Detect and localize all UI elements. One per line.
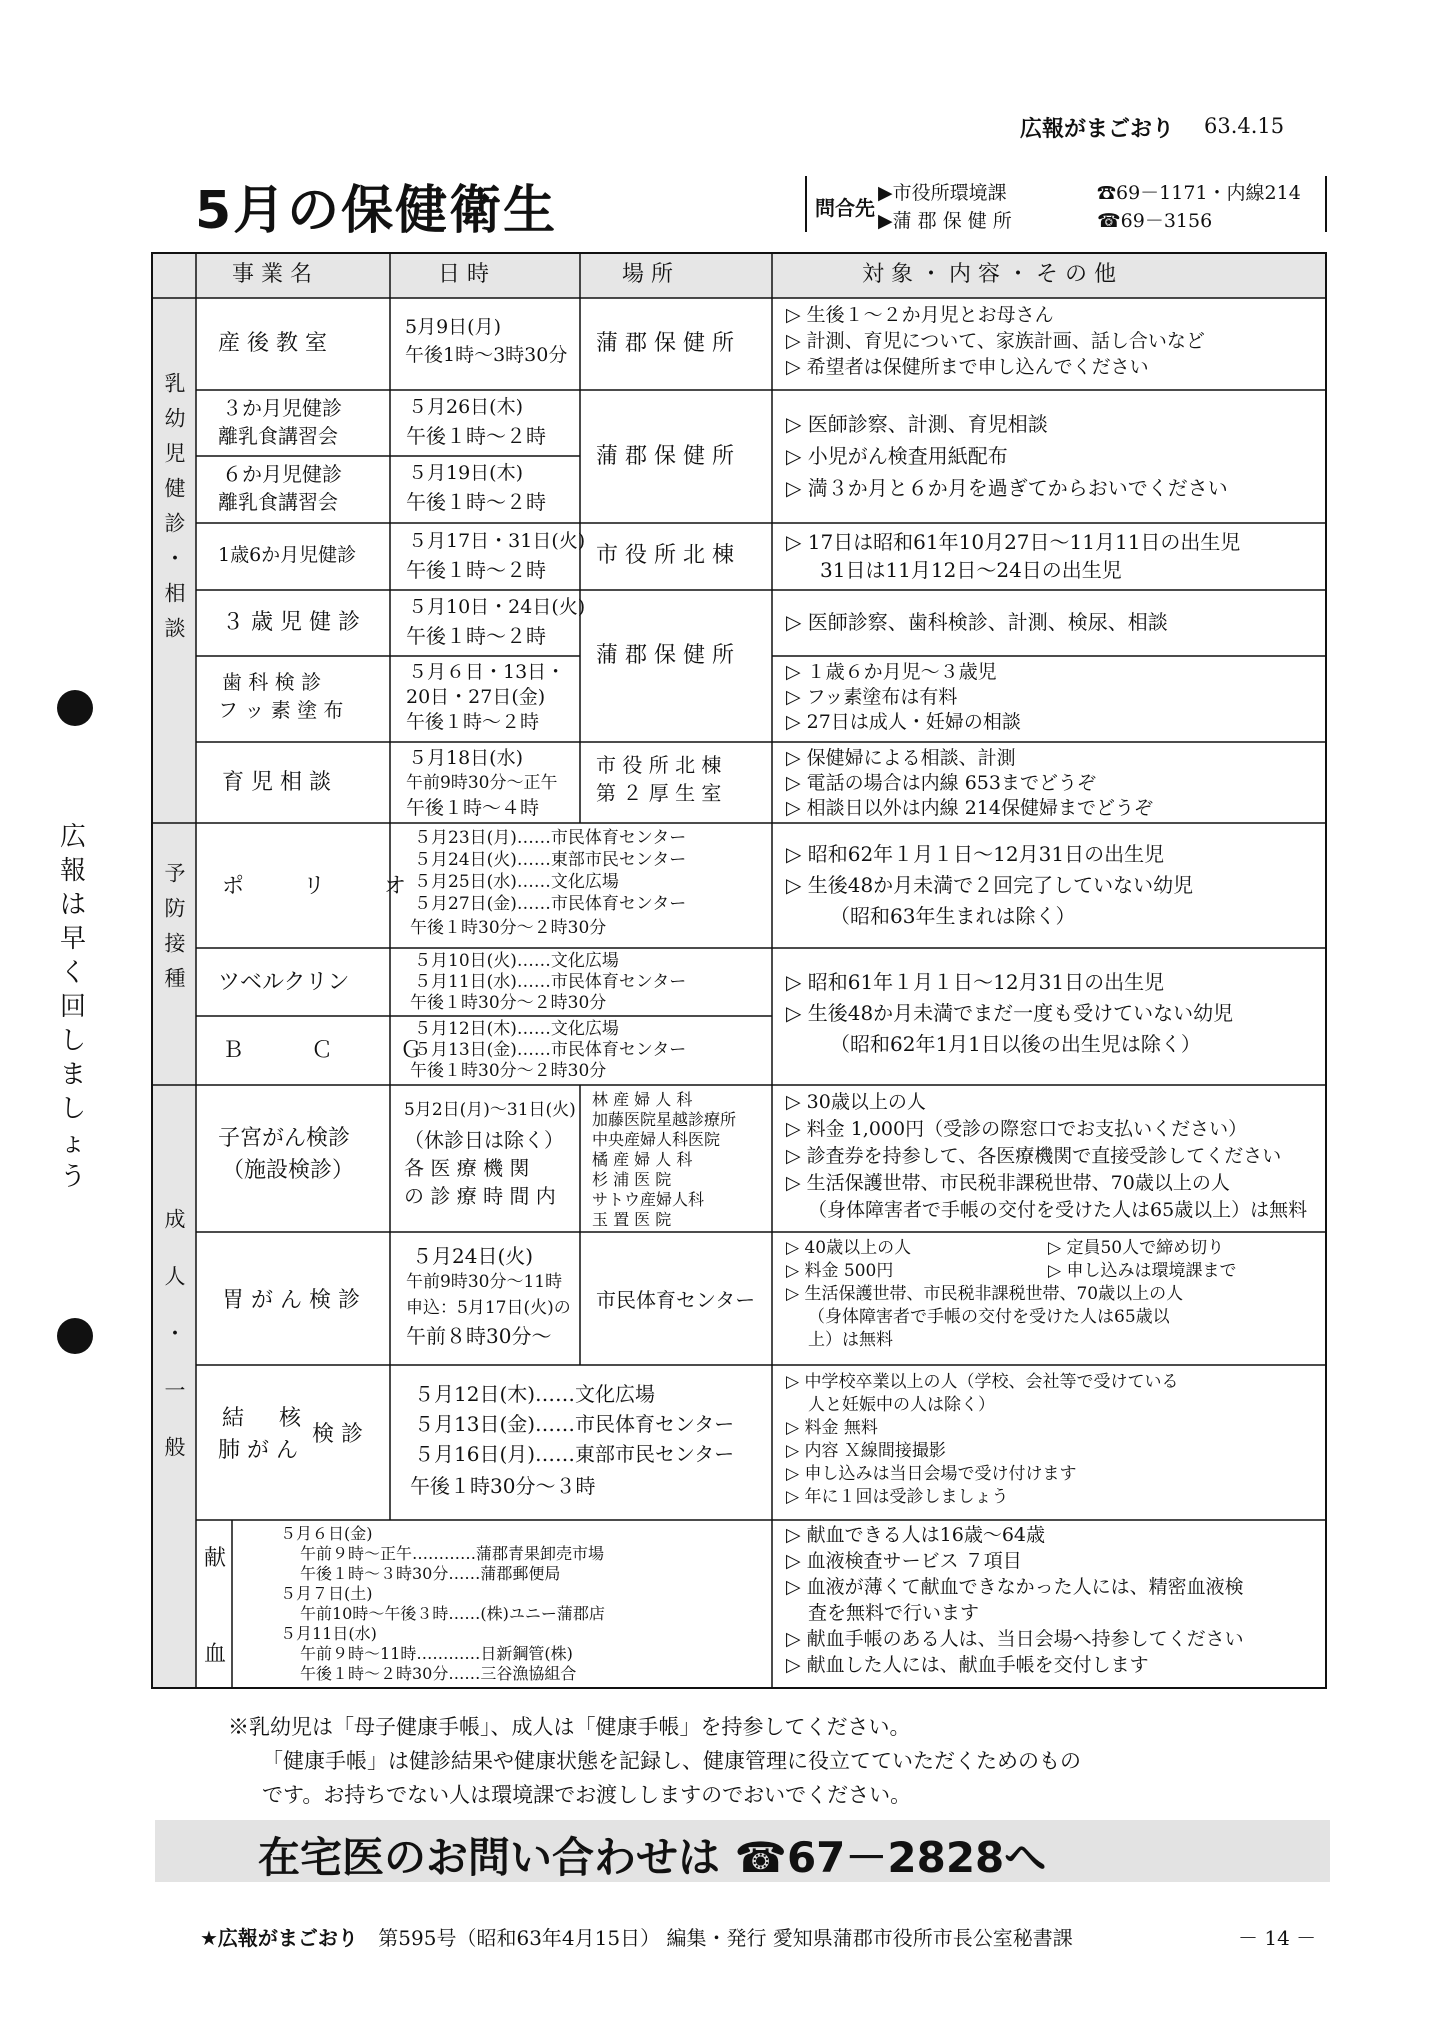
detail-line: ▷ フッ素塗布は有料 [786, 686, 958, 708]
program-name: 1歳6か月児健診 [218, 544, 357, 566]
program-time: 午後１時～２時 [406, 490, 546, 514]
program-date: ５月19日(木) [408, 462, 524, 484]
program-date: 5月2日(月)～31日(火) [404, 1100, 576, 1120]
detail-line: ▷ 申し込みは当日会場で受け付けます [786, 1464, 1077, 1484]
program-place: 第 ２ 厚 生 室 [596, 781, 722, 805]
program-date: ５月６日・13日・ [408, 661, 566, 683]
schedule-line: ５月12日(木)……文化広場 [414, 1019, 619, 1039]
schedule-line: ５月23日(月)……市民体育センター [414, 828, 687, 848]
program-date: ５月26日(木) [408, 396, 524, 418]
contact-tel: ☎69－3156 [1097, 210, 1213, 232]
program-date: 20日・27日(金) [406, 686, 546, 708]
publication-name: 広報がまごおり [1020, 117, 1175, 142]
clinic-name: 中央産婦人科医院 [592, 1130, 721, 1149]
side-notice: 広報は早く回しましょう [59, 822, 86, 1192]
detail-line: （昭和63年生まれは除く） [830, 904, 1076, 928]
detail-line: ▷ 計測、育児について、家族計画、話し合いなど [786, 330, 1205, 352]
program-name: 胃 が ん 検 診 [222, 1288, 360, 1313]
detail-line: ▷ 生後48か月未満でまだ一度も受けていない幼児 [786, 1001, 1234, 1025]
program-name: 肺 が ん [218, 1438, 298, 1463]
detail-line: ▷ 昭和62年１月１日～12月31日の出生児 [786, 842, 1165, 866]
schedule-line: 午後１時30分～２時30分 [410, 1061, 607, 1081]
column-header-program: 事 業 名 [232, 262, 312, 287]
detail-line: ▷ 診査券を持参して、各医療機関で直接受診してください [786, 1145, 1282, 1167]
program-name: 産 後 教 室 [218, 331, 327, 356]
schedule-line: ５月24日(火)……東部市民センター [414, 850, 687, 870]
detail-line: ▷ 申し込みは環境課まで [1048, 1261, 1237, 1281]
contact-dept: ▶蒲 郡 保 健 所 [878, 210, 1012, 232]
schedule-line: 午後１時～２時30分……三谷漁協組合 [300, 1664, 577, 1683]
detail-line: ▷ 年に１回は受診しましょう [786, 1487, 1009, 1507]
program-place: 市 役 所 北 棟 [596, 543, 734, 568]
detail-line: （昭和62年1月1日以後の出生児は除く） [830, 1032, 1201, 1056]
program-name: 子宮がん検診 [218, 1126, 351, 1151]
program-name: 離乳食講習会 [218, 424, 338, 448]
detail-line: ▷ 小児がん検査用紙配布 [786, 444, 1008, 468]
note-line: 「健康手帳」は健診結果や健康状態を記録し、健康管理に役立てていただくためのもの [262, 1749, 1081, 1773]
program-name: 検 診 [312, 1422, 363, 1447]
program-time: 申込：5月17日(火)の [406, 1298, 571, 1318]
schedule-line: 午前９時～11時…………日新鋼管(株) [300, 1644, 573, 1663]
contact-tel: ☎69－1171・内線214 [1097, 182, 1301, 204]
detail-line: ▷ 生活保護世帯、市民税非課税世帯、70歳以上の人 [786, 1172, 1230, 1194]
clinic-name: 加藤医院星越診療所 [592, 1110, 737, 1129]
program-time: 午前9時30分～11時 [406, 1272, 563, 1292]
schedule-line: ５月11日(水) [280, 1624, 377, 1643]
program-time: 午後１時～２時 [406, 424, 546, 448]
program-time: 午後１時～２時 [406, 624, 546, 648]
detail-line: ▷ 医師診察、歯科検診、計測、検尿、相談 [786, 610, 1168, 634]
detail-line: ▷ 満３か月と６か月を過ぎてからおいでください [786, 476, 1228, 500]
footer-publication: ★広報がまごおり [200, 1926, 358, 1950]
home-doctor-banner-text: 在宅医のお問い合わせは ☎67－2828へ [258, 1833, 1047, 1882]
program-time: 午後１時～２時 [406, 558, 546, 582]
detail-line: ▷ 27日は成人・妊婦の相談 [786, 711, 1021, 733]
program-date: ５月24日(火) [412, 1244, 534, 1268]
detail-line: 人と妊娠中の人は除く） [808, 1395, 995, 1415]
program-date: ５月18日(水) [408, 747, 524, 769]
detail-line: ▷ 相談日以外は内線 214保健婦までどうぞ [786, 797, 1153, 819]
schedule-line: 午後１時30分～２時30分 [410, 993, 607, 1013]
note-line: ※乳幼児は「母子健康手帳」、成人は「健康手帳」を持参してください。 [228, 1715, 911, 1739]
issue-date: 63.4.15 [1204, 114, 1285, 138]
program-place: 蒲 郡 保 健 所 [596, 444, 734, 469]
clinic-name: 玉 置 医 院 [592, 1210, 672, 1229]
program-place: 蒲 郡 保 健 所 [596, 643, 734, 668]
notes [228, 1710, 1328, 1812]
detail-line: ▷ 生後１～２か月児とお母さん [786, 304, 1054, 326]
program-place: 市 役 所 北 棟 [596, 753, 722, 777]
detail-line: ▷ 中学校卒業以上の人（学校、会社等で受けている [786, 1372, 1179, 1392]
schedule-line: ５月25日(水)……文化広場 [414, 872, 619, 892]
detail-line: 31日は11月12日～24日の出生児 [820, 558, 1122, 582]
detail-line: ▷ 医師診察、計測、育児相談 [786, 412, 1048, 436]
detail-line: （身体障害者で手帳の交付を受けた人は65歳以 [808, 1307, 1170, 1327]
detail-line: ▷ １歳６か月児～３歳児 [786, 661, 997, 683]
contact-dept: ▶市役所環境課 [878, 182, 1007, 204]
note-line: です。お持ちでない人は環境課でお渡ししますのでおいでください。 [262, 1783, 912, 1807]
contact-label: 問合先 [815, 196, 875, 220]
schedule-line: ５月13日(金)……市民体育センター [414, 1412, 735, 1436]
page-title: 5月の保健衛生 [195, 181, 558, 241]
detail-line: ▷ 40歳以上の人 [786, 1238, 912, 1258]
detail-line: ▷ 電話の場合は内線 653までどうぞ [786, 772, 1096, 794]
program-place: 蒲 郡 保 健 所 [596, 331, 734, 356]
program-date: ５月17日・31日(火) [408, 530, 586, 552]
schedule-line: ５月11日(水)……市民体育センター [414, 972, 687, 992]
detail-line: ▷ 生後48か月未満で２回完了していない幼児 [786, 873, 1194, 897]
detail-line: ▷ 献血できる人は16歳～64歳 [786, 1524, 1046, 1546]
program-time: 午後1時～3時30分 [405, 344, 568, 366]
clinic-name: 橘 産 婦 人 科 [592, 1150, 693, 1169]
program-time: 午前８時30分～ [406, 1324, 552, 1348]
schedule-line: ５月12日(木)……文化広場 [414, 1382, 656, 1406]
schedule-line: 午後１時～３時30分……蒲郡郵便局 [300, 1564, 561, 1583]
schedule-line: ５月16日(月)……東部市民センター [414, 1442, 735, 1466]
program-name: ６か月児健診 [222, 462, 342, 486]
program-name: 血 [204, 1642, 227, 1667]
program-name: 離乳食講習会 [218, 490, 338, 514]
program-name: ポ リ オ [222, 874, 432, 899]
schedule-line: ５月27日(金)……市民体育センター [414, 894, 687, 914]
schedule-line: 午前10時～午後３時……(株)ユニー蒲郡店 [300, 1604, 605, 1623]
footer [200, 1922, 1073, 1951]
program-name: ツベルクリン [218, 970, 350, 995]
detail-line: ▷ 料金 500円 [786, 1261, 894, 1281]
schedule-line: ５月10日(火)……文化広場 [414, 951, 619, 971]
program-name: フ ッ 素 塗 布 [218, 698, 344, 722]
program-date: 5月9日(月) [405, 316, 502, 338]
footer-issue: 第595号（昭和63年4月15日） 編集・発行 愛知県蒲郡市役所市長公室秘書課 [378, 1926, 1073, 1950]
detail-line: ▷ 30歳以上の人 [786, 1091, 926, 1113]
program-place: 市民体育センター [596, 1288, 756, 1312]
schedule-line: ５月６日(金) [280, 1524, 373, 1543]
program-time: 各 医 療 機 関 [404, 1156, 530, 1180]
detail-line: ▷ 17日は昭和61年10月27日～11月11日の出生児 [786, 530, 1241, 554]
detail-line: ▷ 献血した人には、献血手帳を交付します [786, 1654, 1149, 1676]
program-name: 歯 科 検 診 [222, 670, 322, 694]
program-time: の 診 療 時 間 内 [404, 1184, 556, 1208]
program-time: 午前9時30分～正午 [406, 773, 558, 793]
detail-line: ▷ 料金 無料 [786, 1418, 878, 1438]
detail-line: ▷ 生活保護世帯、市民税非課税世帯、70歳以上の人 [786, 1284, 1184, 1304]
program-name: 献 [204, 1546, 227, 1571]
category-vaccination: 予防接種 [162, 862, 186, 1002]
detail-line: ▷ 内容 Ｘ線間接撮影 [786, 1441, 946, 1461]
program-name: Ｂ Ｃ Ｇ [222, 1038, 452, 1063]
program-date: ５月10日・24日(火) [408, 596, 586, 618]
detail-line: （身体障害者で手帳の交付を受けた人は65歳以上）は無料 [808, 1199, 1308, 1221]
program-name: ３ 歳 児 健 診 [222, 610, 360, 635]
schedule-line: ５月７日(土) [280, 1584, 373, 1603]
category-adult: 成人・一般 [162, 1208, 186, 1493]
clinic-name: 林 産 婦 人 科 [592, 1090, 693, 1109]
category-infant: 乳幼児健診・相談 [162, 372, 186, 652]
page-number: － 14 － [1238, 1926, 1317, 1950]
detail-line: ▷ 定員50人で締め切り [1048, 1238, 1225, 1258]
schedule-line: 午後１時30分～３時 [410, 1474, 596, 1498]
detail-line: ▷ 血液が薄くて献血できなかった人には、精密血液検 [786, 1576, 1244, 1598]
program-date: （休診日は除く） [404, 1128, 564, 1152]
schedule-line: 午後１時30分～２時30分 [410, 918, 607, 938]
detail-line: 上）は無料 [808, 1330, 893, 1350]
program-name: 結 核 [222, 1406, 315, 1431]
detail-line: 査を無料で行います [808, 1602, 980, 1624]
program-time: 午後１時～４時 [406, 797, 540, 819]
detail-line: ▷ 献血手帳のある人は、当日会場へ持参してください [786, 1628, 1244, 1650]
program-name: 育 児 相 談 [222, 770, 331, 795]
program-name: （施設検診） [222, 1158, 355, 1183]
column-header-place: 場 所 [622, 262, 673, 287]
schedule-line: ５月13日(金)……市民体育センター [414, 1040, 687, 1060]
detail-line: ▷ 昭和61年１月１日～12月31日の出生児 [786, 970, 1165, 994]
detail-line: ▷ 料金 1,000円（受診の際窓口でお支払いください） [786, 1118, 1248, 1140]
column-header-details: 対 象 ・ 内 容 ・ そ の 他 [862, 262, 1116, 287]
schedule-line: 午前９時～正午…………蒲郡青果卸売市場 [300, 1544, 605, 1563]
detail-line: ▷ 保健婦による相談、計測 [786, 747, 1016, 769]
detail-line: ▷ 希望者は保健所まで申し込んでください [786, 356, 1149, 378]
program-name: ３か月児健診 [222, 396, 342, 420]
clinic-name: 杉 浦 医 院 [592, 1170, 672, 1189]
clinic-name: サトウ産婦人科 [592, 1190, 705, 1209]
column-header-datetime: 日 時 [438, 262, 489, 287]
program-time: 午後１時～２時 [406, 711, 540, 733]
detail-line: ▷ 血液検査サービス ７項目 [786, 1550, 1022, 1572]
